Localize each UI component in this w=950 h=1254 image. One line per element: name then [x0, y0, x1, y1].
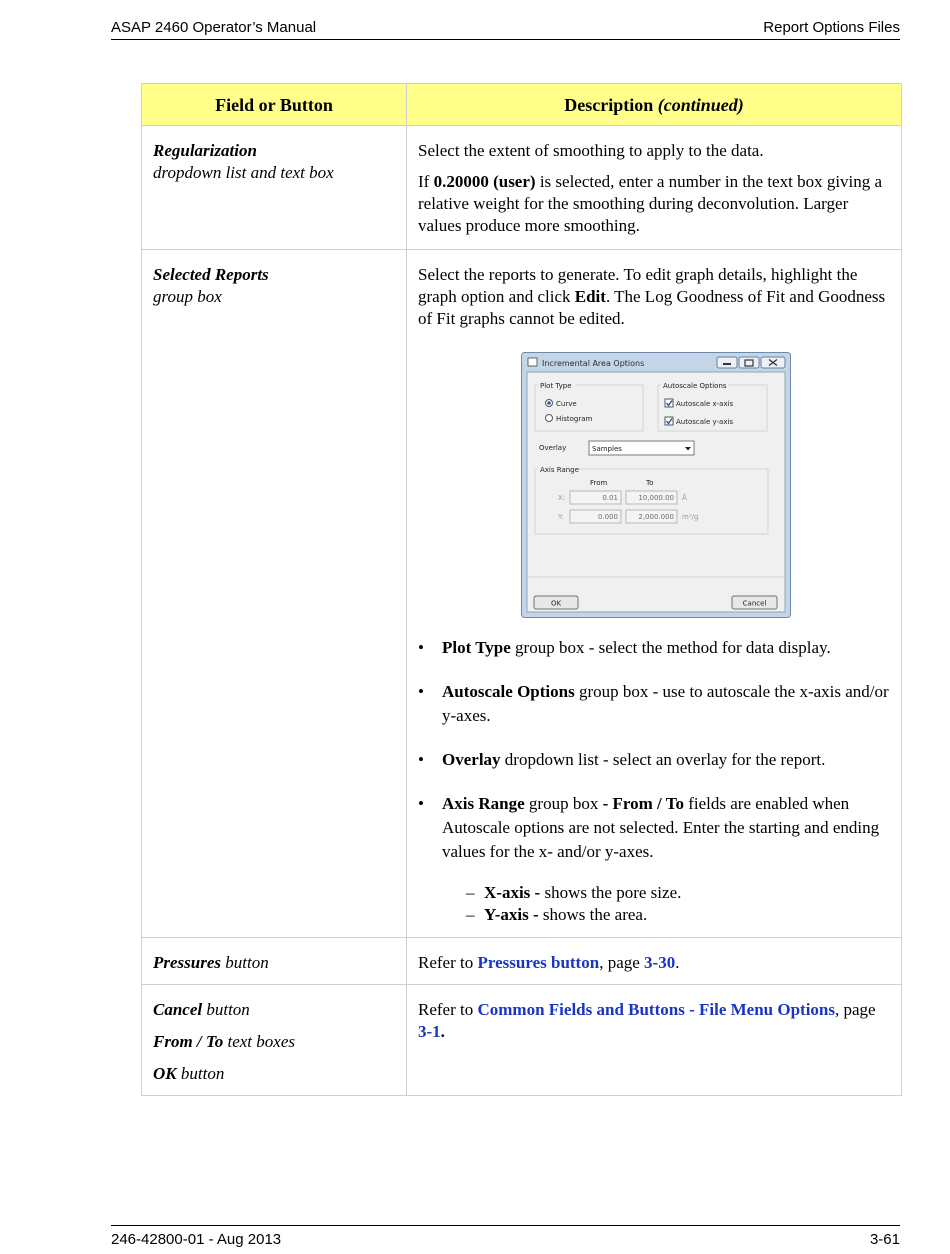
minimize-button[interactable] — [717, 357, 737, 368]
description-cell — [407, 126, 902, 250]
cancel-button-label: Cancel — [742, 599, 766, 608]
field-cell — [142, 126, 407, 250]
overlay-label: Overlay — [538, 444, 566, 452]
manual-title: ASAP 2460 Operator’s Manual — [111, 19, 317, 36]
document-number: 246-42800-01 - Aug 2013 — [111, 1231, 282, 1248]
field-entry — [153, 1063, 396, 1085]
field-cell — [142, 250, 407, 938]
table-row-regularization — [142, 126, 902, 250]
col-header-description: Description (continued) — [407, 84, 902, 126]
field-type: text boxes — [223, 1032, 295, 1051]
autoscale-options-label: Autoscale Options — [662, 382, 727, 390]
x-from-input[interactable] — [570, 491, 621, 504]
y-to-value: 2,000.000 — [637, 513, 674, 521]
running-header — [111, 17, 900, 40]
col-header-field: Field or Button — [142, 84, 407, 126]
field-name: Selected Reports — [153, 265, 269, 284]
y-from-input[interactable] — [570, 510, 621, 523]
list-item: • Autoscale Options group box - use to autoscale the x-axis and/or y-axes. — [418, 682, 889, 725]
radio-curve[interactable] — [545, 400, 576, 409]
page-link[interactable]: 3-1 — [418, 1022, 441, 1041]
checkbox-autoscale-x[interactable] — [665, 399, 734, 408]
field-type: button — [176, 1064, 225, 1083]
x-to-input[interactable] — [626, 491, 677, 504]
table-row-pressures — [142, 938, 902, 985]
plot-type-label: Plot Type — [539, 382, 571, 390]
list-item: • Overlay dropdown list - select an overlay for the report. — [418, 750, 826, 769]
list-item: – X-axis - shows the pore size. — [466, 883, 682, 902]
field-type: group box — [153, 287, 222, 306]
dialog-screenshot-wrapper — [418, 330, 893, 636]
field-entry — [153, 999, 396, 1021]
field-name: Regularization — [153, 141, 257, 160]
section-title: Report Options Files — [763, 19, 900, 36]
checkbox-autoscale-x-label: Autoscale x-axis — [675, 400, 733, 408]
description-text: Select the reports to generate. To edit graph details, highlight the graph option and click Edit. The Log Goodness of Fit and Goodness of Fit graphs cannot be edited. — [418, 265, 886, 328]
list-item: • Plot Type group box - select the method for data display. — [418, 638, 831, 657]
description-text: Select the extent of smoothing to apply to the data. — [418, 141, 764, 160]
cancel-button[interactable] — [732, 596, 777, 609]
field-type: button — [221, 953, 269, 972]
field-description-table — [141, 83, 902, 1096]
checkbox-autoscale-y-label: Autoscale y-axis — [675, 418, 733, 426]
common-fields-link[interactable]: Common Fields and Buttons - File Menu Options — [477, 1000, 835, 1019]
field-name: From / To — [153, 1032, 224, 1051]
bullet-list — [418, 636, 893, 864]
y-to-input[interactable] — [626, 510, 677, 523]
ok-button-label: OK — [550, 599, 561, 608]
field-name: Cancel — [153, 1000, 203, 1019]
field-type: dropdown list and text box — [153, 163, 334, 182]
list-item: – Y-axis - shows the area. — [466, 905, 648, 924]
overlay-dropdown-value: Samples — [591, 445, 622, 453]
y-from-value: 0.000 — [597, 513, 618, 521]
field-name: OK — [153, 1064, 177, 1083]
axis-range-label: Axis Range — [539, 466, 579, 474]
pressures-button-link[interactable]: Pressures button — [477, 953, 600, 972]
description-cell — [407, 250, 902, 938]
dialog-title: Incremental Area Options — [541, 359, 644, 368]
description-text: If 0.20000 (user) is selected, enter a number in the text box giving a relative weight for the smoothing during deconvolution. Larger values produce more smoothing. — [418, 172, 883, 235]
close-button[interactable] — [761, 357, 785, 368]
list-item: • Axis Range group box - From / To fields are enabled when Autoscale options are not selected. Enter the starting and ending values for the x- and/or y-axes. — [418, 794, 880, 861]
maximize-button[interactable] — [739, 357, 759, 368]
from-header: From — [589, 479, 607, 487]
x-unit-label: Å — [681, 494, 687, 502]
incremental-area-options-dialog — [521, 352, 791, 618]
sub-bullet-list — [418, 882, 893, 926]
field-type: button — [202, 1000, 250, 1019]
ok-button[interactable] — [534, 596, 578, 609]
window-app-icon — [528, 358, 537, 366]
radio-histogram-label: Histogram — [555, 415, 592, 423]
table-row-cancel-from-ok — [142, 985, 902, 1096]
description-cell: Refer to Common Fields and Buttons - File Menu Options, page 3-1. — [407, 985, 902, 1096]
overlay-dropdown[interactable] — [589, 441, 694, 455]
field-entry — [153, 1031, 396, 1053]
running-footer — [111, 1225, 900, 1248]
y-axis-row-label: Y: — [557, 513, 564, 521]
description-cell: Refer to Pressures button, page 3-30. — [407, 938, 902, 985]
radio-curve-label: Curve — [555, 400, 577, 408]
y-unit-label: m²/g — [681, 513, 698, 521]
x-to-value: 10,000.00 — [637, 494, 674, 502]
x-from-value: 0.01 — [601, 494, 618, 502]
table-row-selected-reports — [142, 250, 902, 938]
page-link[interactable]: 3-30 — [644, 953, 676, 972]
checkbox-autoscale-y[interactable] — [665, 417, 733, 426]
minimize-icon — [723, 363, 731, 365]
table-header-row — [142, 84, 902, 126]
to-header: To — [645, 479, 653, 487]
field-cell — [142, 985, 407, 1096]
x-axis-row-label: X: — [557, 494, 565, 502]
field-name: Pressures — [153, 953, 222, 972]
page-number: 3-61 — [869, 1231, 900, 1248]
field-cell — [142, 938, 407, 985]
